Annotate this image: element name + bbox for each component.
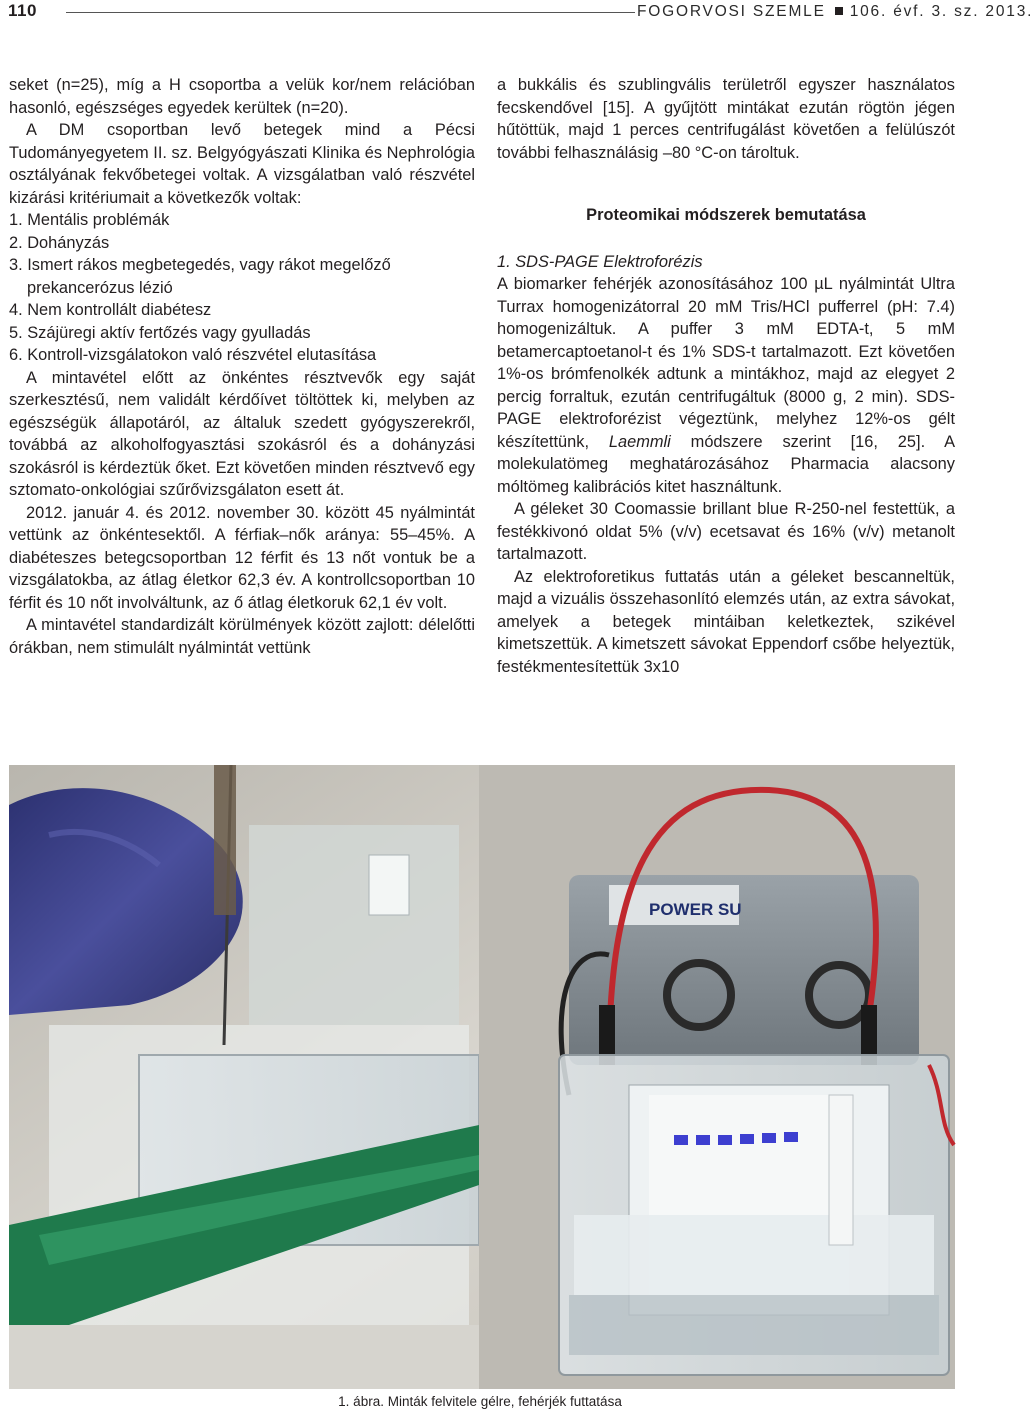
paragraph: A DM csoportban levő betegek mind a Pécsi Tudományegyetem II. sz. Belgyógyászati Klinika és Nephrológia osztályának fekvőbetegei voltak. A vizsgálatban való részvétel kizárási kritériumait a következők voltak:: [9, 121, 475, 207]
caption-text: Minták felvitele gélre, fehérjék futtatása: [383, 1394, 622, 1409]
journal-name: FOGORVOSI SZEMLE: [637, 3, 826, 20]
list-item: 4. Nem kontrollált diabétesz: [9, 301, 212, 319]
page-number: 110: [8, 1, 37, 20]
left-column: [9, 74, 475, 659]
exclusion-criteria-list: [9, 209, 475, 367]
figure-photo: [9, 765, 955, 1389]
paragraph: A mintavétel standardizált körülmények között zajlott: délelőtti órákban, nem stimulált nyálmintát vettünk: [9, 616, 475, 657]
square-bullet-icon: [835, 7, 843, 15]
list-item: 3. Ismert rákos megbetegedés, vagy rákot megelőző prekancerózus lézió: [9, 256, 391, 297]
paragraph: A géleket 30 Coomassie brillant blue R-250-nel festettük, a festékkivonó oldat 5% (v/v) ecetsavat és 16% (v/v) metanolt tartalmazott.: [497, 500, 955, 563]
paragraph: a bukkális és szublingvális területről egyszer használatos fecskendővel [15]. A gyűjtött mintákat ezután rögtön jégen hűtöttük, majd 1 perces centrifugálást követően a felülúszót további felhasználásig –80 °C-on tároltuk.: [497, 76, 955, 162]
text-run: módszere szerint [16, 25]. A molekulatömeg meghatározásához Pharmacia alacsony móltömeg kalibrációs kitet használtunk.: [497, 432, 955, 496]
list-item: 1. Mentális problémák: [9, 211, 170, 229]
right-column: [497, 74, 955, 678]
figure-caption: [0, 1394, 960, 1409]
right-scene: [479, 765, 955, 1389]
paragraph: 2012. január 4. és 2012. november 30. között 45 nyálmintát vettünk az önkéntesektől. A férfiak–nők aránya: 55–45%. A diabéteszes betegcsoportban 12 férfit és 13 nőt vontuk be a vizsgálatokba, az átlag életkor 62,3 év. A kontrollcsoportban 10 férfit és 10 nőt involváltunk, az ő átlag életkoruk 62,1 év volt.: [9, 503, 475, 612]
pipette: [214, 765, 236, 915]
paragraph: A mintavétel előtt az önkéntes résztvevők egy saját szerkesztésű, nem validált kérdőívet töltöttek ki, melyben az egészségük állapotáról, az általuk szedett gyógyszerekről, továbbá az alkoholfogyasztási szokásról és a dohányzási szokásról is kérdeztük őket. Ezt követően minden résztvevő egy sztomato-onkológiai szűrővizsgálaton esett át.: [9, 368, 475, 499]
subsection-heading: 1. SDS-PAGE Elektroforézis: [497, 252, 703, 271]
running-header: [0, 0, 1033, 34]
power-supply-label: POWER SU: [649, 900, 742, 919]
paragraph: Az elektroforetikus futtatás után a géleket bescanneltük, majd a vizuális összehasonlító elemzés után, az extra sávokat, amelyek a betegek mintáiban keletkeztek, szikével kimetszettük. A kimetszett sávokat Eppendorf csőbe helyeztük, festékmentesítettük 3x10: [497, 567, 955, 676]
journal-title: [637, 3, 1033, 21]
electrophoresis-photo: [9, 765, 955, 1389]
header-rule: [66, 12, 635, 13]
list-item: 2. Dohányzás: [9, 233, 110, 252]
paragraph: [497, 273, 955, 498]
paragraph: seket (n=25), míg a H csoportba a velük kor/nem relációban hasonló, egészséges egyedek kerültek (n=20).: [9, 76, 475, 117]
list-item: 6. Kontroll-vizsgálatokon való részvétel elutasítása: [9, 346, 377, 364]
section-title: Proteomikai módszerek bemutatása: [586, 206, 866, 224]
italic-term: Laemmli: [608, 432, 671, 451]
text-run: A biomarker fehérjék azonosításához 100 µL nyálmintát Ultra Turrax homogenizátorral 20 mM Tris/HCl pufferrel (pH: 7.4) homogenizáltuk. A puffer 3 mM EDTA-t, 5 mM betamercaptoetanol-t és 1% SDS-t tartalmazott. Ezt követően 1%-os brómfenolkék adtunk a mintákhoz, majd az elegyet 2 percig forraltuk, ezután centrifugáltuk (8000 g, 2 min). SDS-PAGE elektroforézist végeztünk, melyhez 12%-os gélt készítettünk,: [497, 275, 955, 451]
journal-issue: 106. évf. 3. sz. 2013.: [849, 3, 1033, 20]
caption-number: 1. ábra.: [338, 1394, 384, 1409]
list-item: 5. Szájüregi aktív fertőzés vagy gyulladás: [9, 323, 311, 342]
